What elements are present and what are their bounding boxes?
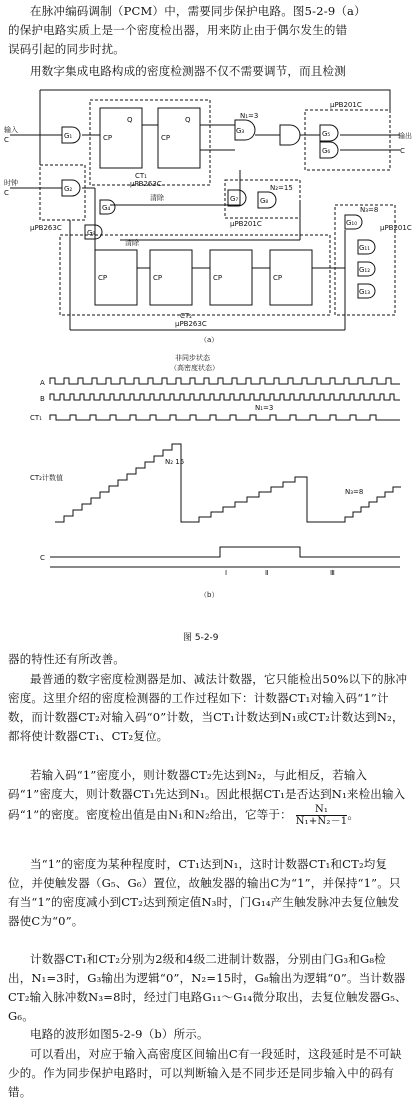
row-a-label: A bbox=[40, 379, 45, 387]
label-clear-1: 清除 bbox=[150, 194, 164, 202]
label-cp-2: CP bbox=[161, 134, 171, 142]
label-clock: 时钟 bbox=[4, 179, 18, 187]
para-4: 当“1”的密度为某种程度时，CT₁达到N₁，这时计数器CT₁和CT₂均复位，并使触发器（G₅、G₆）置位，故触发器的输出C为“1”，并保持“1”。只有当“1”的密度减小到CT₂达到预定值N₃时，门G₁₄产生触发脉冲去复位触发器使C为“0”。 bbox=[8, 857, 401, 928]
wave-a bbox=[50, 378, 400, 384]
wave-ct2-staircase bbox=[55, 444, 401, 522]
fraction-denominator: N₁+N₂－1 bbox=[295, 816, 348, 827]
para-3 bbox=[8, 766, 408, 827]
label-g4: G₄ bbox=[102, 204, 111, 212]
label-q-2: Q bbox=[185, 116, 191, 124]
caption-b: （b） bbox=[200, 591, 219, 599]
row-ct1-label: CT₁ bbox=[30, 414, 42, 422]
label-cp-6: CP bbox=[273, 274, 283, 282]
label-out: 输出 bbox=[398, 132, 412, 140]
row-ct2-label: CT₂计数值 bbox=[30, 474, 63, 482]
para-7: 可以看出，对应于输入高密度区间输出C有一段延时，这段延时是不可缺少的。作为同步保护电路时，可以判断输入是不同步还是同步输入中的码有错。 bbox=[8, 1047, 402, 1099]
label-cp-5: CP bbox=[213, 274, 223, 282]
row-b-label: B bbox=[40, 395, 45, 403]
label-g9: G₉ bbox=[87, 229, 96, 237]
para-3-end: 。 bbox=[347, 807, 360, 822]
label-chip-mid: μPB201C bbox=[230, 220, 262, 228]
label-clear-2: 清除 bbox=[125, 239, 139, 247]
para-2: 最普通的数字密度检测器是加、减法计数器，它只能检出50%以下的脉冲密度。这里介绍的密度检测器的工作过程如下：计数器CT₁对输入码“1”计数，而计数器CT₂对输入码“0”计数，当CT₁计数达到N₁或CT₂计数达到N₂，都将使计数器CT₁、CT₂复位。 bbox=[8, 672, 408, 743]
segment-2: Ⅱ bbox=[265, 569, 269, 577]
state-label-1: 非同步状态 bbox=[175, 354, 210, 362]
para-5: 计数器CT₁和CT₂分别为2级和4级二进制计数器，分别由门G₃和G₈检出，N₁=3时，G₃输出为逻辑“0”，N₂=15时，G₈输出为逻辑“0”。当计数器CT₂输入脉冲数N₃=8时，经过门电路G₁₁～G₁₄微分取出，去复位触发器G₅、G₆。 bbox=[8, 952, 407, 1023]
intro-line-2: 的保护电路实质上是一个密度检出器，用来防止由于偶尔发生的错 bbox=[8, 23, 348, 37]
label-g10: G₁₀ bbox=[346, 219, 358, 227]
label-g3: G₃ bbox=[236, 127, 245, 135]
intro-line-3: 误码引起的同步时扰。 bbox=[8, 42, 125, 56]
label-g12: G₁₂ bbox=[359, 266, 371, 274]
wave-ct1 bbox=[50, 415, 400, 420]
label-input: 输入 bbox=[4, 126, 18, 134]
label-n2: N₂=15 bbox=[270, 184, 293, 192]
label-g7: G₇ bbox=[230, 195, 239, 203]
label-n3: N₃=8 bbox=[360, 206, 379, 214]
circuit-diagram bbox=[0, 80, 415, 345]
label-chip-rb: μPB201C bbox=[380, 224, 412, 232]
wave-b bbox=[50, 394, 400, 400]
label-g8: G₈ bbox=[260, 197, 269, 205]
n3-label: N₃=8 bbox=[345, 488, 364, 496]
label-g11: G₁₁ bbox=[359, 244, 371, 252]
label-clock-c: C bbox=[4, 189, 9, 197]
segment-3: Ⅲ bbox=[330, 569, 335, 577]
label-cp-1: CP bbox=[103, 134, 113, 142]
row-c-label: C bbox=[40, 554, 45, 562]
n1-label: N₁=3 bbox=[255, 404, 274, 412]
label-chip-ct1: μPB263C bbox=[130, 180, 162, 188]
label-g6: G₆ bbox=[322, 147, 331, 155]
label-cp-4: CP bbox=[153, 274, 163, 282]
label-g1: G₁ bbox=[64, 132, 73, 140]
fraction-numerator: N₁ bbox=[296, 804, 348, 816]
label-g2: G₂ bbox=[64, 185, 73, 193]
label-cp-3: CP bbox=[98, 274, 108, 282]
label-input-c: C bbox=[4, 136, 9, 144]
label-n1: N₁=3 bbox=[240, 112, 259, 120]
state-label-2: （高密度状态） bbox=[170, 364, 219, 372]
para-3-text: 若输入码“1”密度小，则计数器CT₂先达到N₂，与此相反，若输入码“1”密度大，则计数器CT₁先达到N₁。因此根据CT₁是否达到N₁来检出输入码“1”的密度。密度检出值是由N₁和N₂给出，它等于： bbox=[8, 768, 406, 822]
label-out-c: C bbox=[400, 147, 405, 155]
label-chip-right: μPB201C bbox=[330, 101, 362, 109]
caption-a: （a） bbox=[200, 336, 219, 344]
label-g5: G₅ bbox=[322, 130, 331, 138]
density-fraction bbox=[296, 804, 348, 827]
intro-line-4: 用数字集成电路构成的密度检测器不仅不需要调节，而且检测 bbox=[30, 64, 346, 78]
label-chip-left: μPB263C bbox=[30, 224, 62, 232]
waveform-diagram bbox=[0, 352, 415, 622]
label-g13: G₁₃ bbox=[359, 288, 371, 296]
para-1: 器的特性还有所改善。 bbox=[8, 652, 125, 666]
label-ct1: CT₁ bbox=[135, 172, 147, 180]
label-ct2: CT₂ bbox=[180, 312, 192, 320]
n2-label: N₂ 15 bbox=[165, 458, 185, 466]
segment-1: Ⅰ bbox=[225, 569, 228, 577]
para-6: 电路的波形如图5-2-9（b）所示。 bbox=[30, 1027, 209, 1041]
wave-c bbox=[50, 547, 400, 557]
figure-caption: 图 5-2-9 bbox=[183, 633, 219, 643]
intro-line-1: 在脉冲编码调制（PCM）中，需要同步保护电路。图5-2-9（a） bbox=[30, 4, 366, 18]
label-chip-ct2: μPB263C bbox=[175, 320, 207, 328]
label-q-1: Q bbox=[127, 116, 133, 124]
